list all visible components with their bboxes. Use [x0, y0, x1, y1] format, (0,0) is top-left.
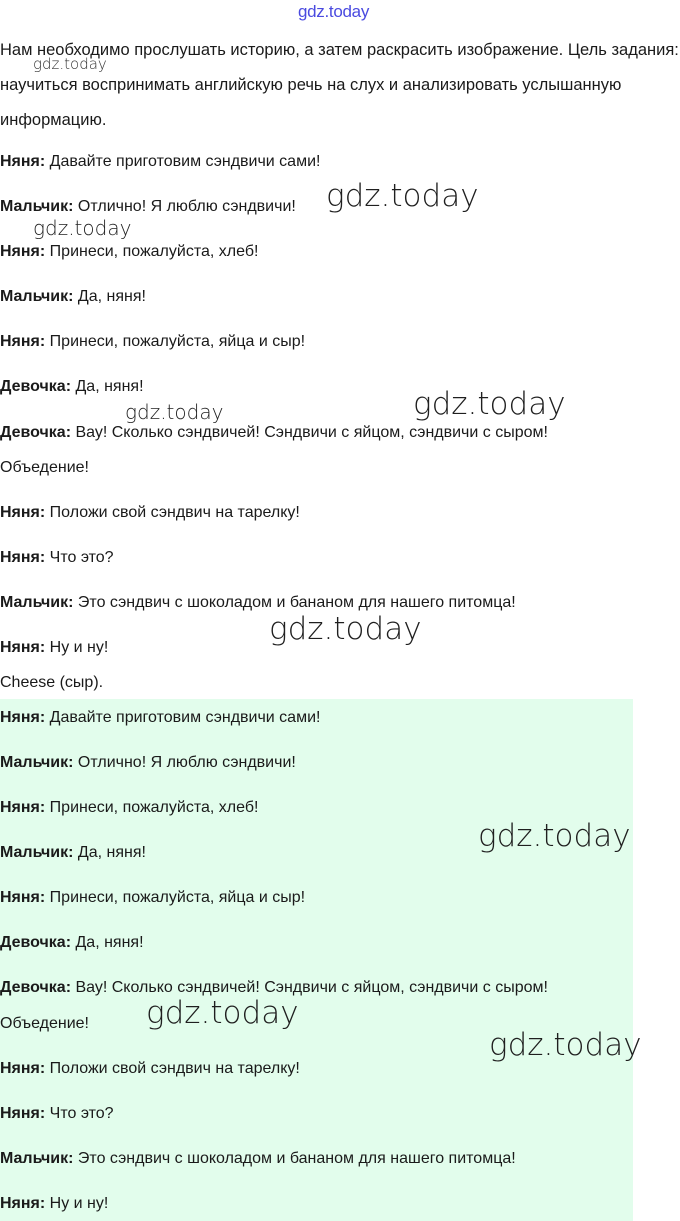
line-text: Что это? [45, 549, 114, 566]
line-text: Принеси, пожалуйста, яйца и сыр! [45, 889, 306, 906]
line-text: Принеси, пожалуйста, хлеб! [45, 799, 259, 816]
speaker-label: Няня: [0, 799, 46, 816]
dialogue-line [0, 637, 108, 659]
dialogue-line [0, 376, 144, 398]
dialogue-line [0, 707, 320, 729]
watermark-overlay: gdz.today [489, 1027, 642, 1063]
dialogue-line [0, 502, 300, 524]
line-text: Положи свой сэндвич на тарелку! [45, 1060, 300, 1077]
watermark-overlay: gdz.today [125, 400, 224, 424]
dialogue-line [0, 592, 516, 614]
watermark-overlay: gdz.today [33, 55, 107, 73]
line-text: Объедение! [0, 1015, 89, 1032]
highlighted-answer-block [0, 699, 633, 1221]
speaker-label: Девочка: [0, 979, 72, 996]
line-text: Ну и ну! [45, 1195, 109, 1212]
line-text: Вау! Сколько сэндвичей! Сэндвичи с яйцом, сэндвичи с сыром! [71, 979, 548, 996]
speaker-label: Няня: [0, 889, 46, 906]
dialogue-line [0, 331, 305, 353]
line-text: Давайте приготовим сэндвичи сами! [45, 153, 321, 170]
watermark-overlay: gdz.today [326, 178, 479, 214]
dialogue-line [0, 1148, 516, 1170]
speaker-label: Няня: [0, 709, 46, 726]
speaker-label: Мальчик: [0, 288, 74, 305]
line-text: Давайте приготовим сэндвичи сами! [45, 709, 321, 726]
speaker-label: Няня: [0, 1195, 46, 1212]
line-text: Принеси, пожалуйста, хлеб! [45, 243, 259, 260]
line-text: Это сэндвич с шоколадом и бананом для нашего питомца! [73, 1150, 516, 1167]
dialogue-line [0, 1193, 108, 1215]
speaker-label: Девочка: [0, 424, 72, 441]
speaker-label: Няня: [0, 1060, 46, 1077]
speaker-label: Няня: [0, 504, 46, 521]
line-text: Отлично! Я люблю сэндвичи! [73, 754, 296, 771]
dialogue-line [0, 422, 548, 444]
line-text: Да, няня! [73, 844, 146, 861]
dialogue-line [0, 887, 305, 909]
watermark-overlay: gdz.today [413, 386, 566, 422]
line-text: Да, няня! [71, 378, 144, 395]
watermark-overlay: gdz.today [33, 216, 132, 240]
dialogue-line [0, 1103, 114, 1125]
line-text: Положи свой сэндвич на тарелку! [45, 504, 300, 521]
speaker-label: Мальчик: [0, 594, 74, 611]
speaker-label: Няня: [0, 1105, 46, 1122]
speaker-label: Мальчик: [0, 198, 74, 215]
dialogue-line [0, 842, 146, 864]
watermark-overlay: gdz.today [478, 818, 631, 854]
line-text: Отлично! Я люблю сэндвичи! [73, 198, 296, 215]
dialogue-line [0, 797, 258, 819]
line-text: Вау! Сколько сэндвичей! Сэндвичи с яйцом, сэндвичи с сыром! [71, 424, 548, 441]
dialogue-line [0, 547, 114, 569]
dialogue-line [0, 932, 144, 954]
speaker-label: Девочка: [0, 934, 72, 951]
line-text: Да, няня! [71, 934, 144, 951]
line-text: Объедение! [0, 459, 89, 476]
speaker-label: Няня: [0, 639, 46, 656]
dialogue-line [0, 196, 296, 218]
dialogue-line [0, 241, 258, 263]
dialogue-line [0, 151, 320, 173]
line-text: Это сэндвич с шоколадом и бананом для нашего питомца! [73, 594, 516, 611]
section-label: Cheese (сыр). [0, 674, 104, 691]
dialogue-line [0, 1013, 89, 1035]
speaker-label: Няня: [0, 333, 46, 350]
dialogue-line [0, 1058, 300, 1080]
top-watermark: gdz.today [298, 2, 370, 21]
speaker-label: Няня: [0, 153, 46, 170]
speaker-label: Няня: [0, 243, 46, 260]
watermark-overlay: gdz.today [269, 611, 422, 647]
dialogue-line [0, 457, 89, 479]
speaker-label: Мальчик: [0, 844, 74, 861]
line-text: Что это? [45, 1105, 114, 1122]
line-text: Ну и ну! [45, 639, 109, 656]
task-description: Нам необходимо прослушать историю, а затем раскрасить изображение. Цель задания: научиться воспринимать английскую речь на слух и анализировать услышанную информацию. [0, 41, 679, 129]
watermark-overlay: gdz.today [146, 995, 299, 1031]
line-text: Принеси, пожалуйста, яйца и сыр! [45, 333, 306, 350]
dialogue-line [0, 286, 146, 308]
line-text: Да, няня! [73, 288, 146, 305]
dialogue-line [0, 752, 296, 774]
speaker-label: Девочка: [0, 378, 72, 395]
speaker-label: Мальчик: [0, 754, 74, 771]
speaker-label: Няня: [0, 549, 46, 566]
speaker-label: Мальчик: [0, 1150, 74, 1167]
